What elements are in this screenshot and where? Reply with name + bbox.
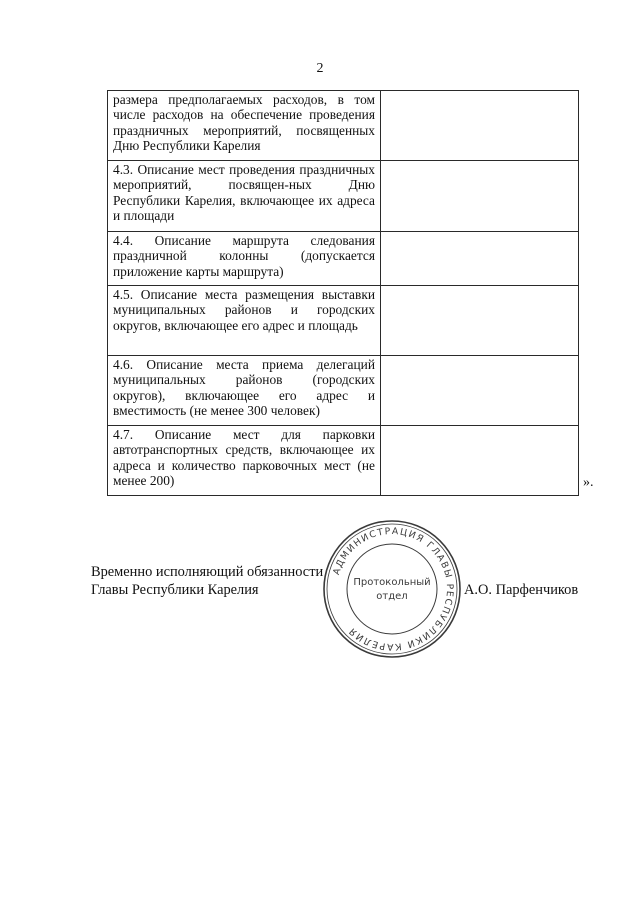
row-description: 4.3. Описание мест проведения праздничных мероприятий, посвящен-ных Дню Республики Карелия, включающее их адреса и площади [108,161,381,232]
row-value-cell [381,161,579,232]
row-description: 4.6. Описание места приема делегаций муниципальных районов (городских округов), включающее его адрес и вместимость (не менее 300 человек) [108,356,381,426]
table-row [108,426,579,496]
signer-name: А.О. Парфенчиков [464,582,579,598]
signer-title-line-2: Главы Республики Карелия [91,582,259,598]
row-value-cell [381,232,579,286]
table-row [108,356,579,426]
stamp-inner-ring [347,544,437,634]
row-value-cell [381,426,579,496]
row-description: 4.4. Описание маршрута следования праздничной колонны (допускается приложение карты маршрута) [108,232,381,286]
page-number: 2 [316,61,324,76]
row-description: размера предполагаемых расходов, в том числе расходов на обеспечение проведения праздничных мероприятий, посвященных Дню Республики Карелия [108,91,381,161]
closing-quote-mark: ». [583,475,594,490]
stamp-seal-graphic [321,518,463,660]
table-row [108,286,579,356]
row-description: 4.7. Описание мест для парковки автотранспортных средств, включающее их адреса и количество парковочных мест (не менее 200) [108,426,381,496]
row-value-cell [381,356,579,426]
stamp-ring-text: АДМИНИСТРАЦИЯ ГЛАВЫ РЕСПУБЛИКИ КАРЕЛИЯ [330,525,456,653]
stamp-center-line-1: Протокольный [353,577,431,588]
official-stamp [321,518,463,660]
stamp-outer-ring [324,521,460,657]
requirements-table [107,90,579,496]
row-description: 4.5. Описание места размещения выставки муниципальных районов и городских округов, включающее его адрес и площадь [108,286,381,356]
row-value-cell [381,286,579,356]
signer-title [91,563,323,599]
row-value-cell [381,91,579,161]
table-row [108,161,579,232]
table-row [108,232,579,286]
signer-title-line-1: Временно исполняющий обязанности [91,564,324,580]
stamp-center-line-2: отдел [376,591,408,602]
table-row [108,91,579,161]
